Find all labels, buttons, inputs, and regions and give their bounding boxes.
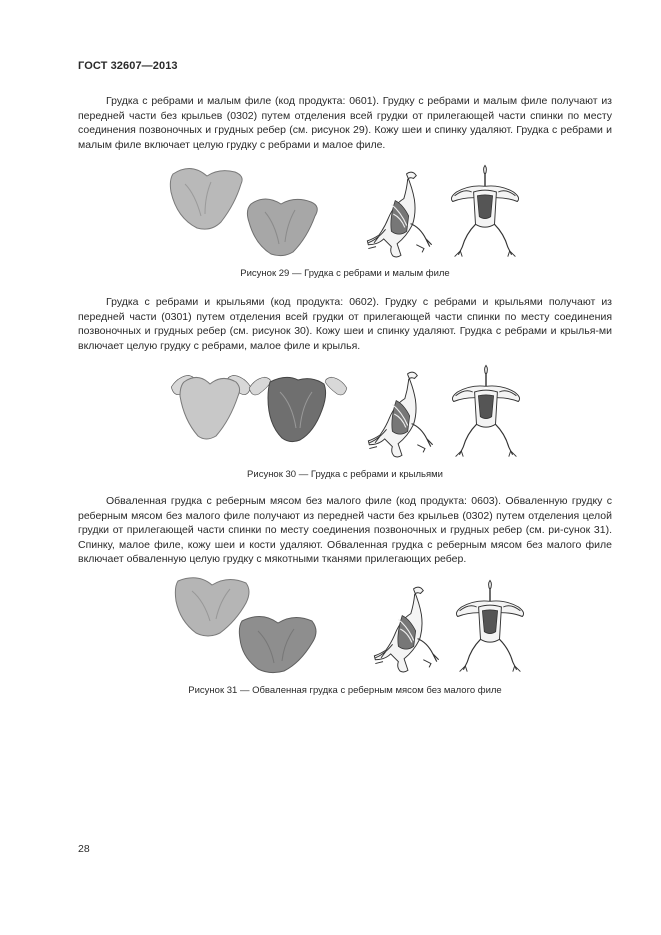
page-number: 28 — [78, 843, 90, 855]
bird-side-icon — [368, 372, 432, 457]
figure-31 — [172, 573, 532, 680]
figure-30 — [168, 360, 528, 465]
paragraph-0601: Грудка с ребрами и малым филе (код продукта: 0601). Грудку с ребрами и малым филе получают из передней части без крыльев (0302) путем отделения всей грудки от прилегающей части спинки по месту соединения позвоночных и грудных ребер (см. рисунок 29). Кожу шеи и спинку удаляют. Грудка с ребрами и малым филе включает целую грудку с ребрами и малое филе. — [78, 95, 612, 151]
figure-29 — [165, 160, 525, 265]
bird-side-icon — [367, 172, 431, 257]
boneless-breast-photo-back — [239, 616, 316, 672]
figure-31-caption: Рисунок 31 — Обваленная грудка с реберным мясом без малого филе — [188, 685, 502, 696]
bird-top-icon — [451, 165, 518, 256]
figure-29-caption: Рисунок 29 — Грудка с ребрами и малым филе — [240, 268, 450, 279]
boneless-breast-photo-front — [175, 578, 249, 636]
document-header: ГОСТ 32607—2013 — [78, 60, 178, 72]
breast-with-wings-photo-front — [171, 375, 250, 439]
breast-photo-front — [170, 168, 242, 229]
breast-photo-back — [247, 199, 317, 256]
paragraph-0602: Грудка с ребрами и крыльями (код продукта: 0602). Грудку с ребрами и крыльями получают из передней части (0301) путем отделения всей грудки от прилегающей части спинки по месту соединения позвоночных и грудных ребер (см. рисунок 30). Кожу шеи и спинку удаляют. Грудка с ребрами и крылья-ми включает целую грудку с ребрами, малое филе и крылья. — [78, 296, 612, 352]
breast-with-wings-photo-back — [249, 377, 347, 441]
bird-side-icon — [374, 587, 438, 672]
figure-30-caption: Рисунок 30 — Грудка с ребрами и крыльями — [247, 469, 443, 480]
paragraph-0603: Обваленная грудка с реберным мясом без малого филе (код продукта: 0603). Обваленную грудку с реберным мясом без малого филе получают из передней части без крыльев (0302) путем отделения целой грудки от прилегающей части спинки по месту соединения позвоночных и грудных ребер (см. ри-сунок 31). Спинку, малое филе, кожу шеи и кости удаляют. Обваленная грудка с реберным мясом без малого филе включает обваленную целую грудку с мякотными тканями прилегающих ребер. — [78, 495, 612, 566]
bird-top-icon — [452, 365, 519, 456]
bird-top-icon — [456, 580, 523, 671]
